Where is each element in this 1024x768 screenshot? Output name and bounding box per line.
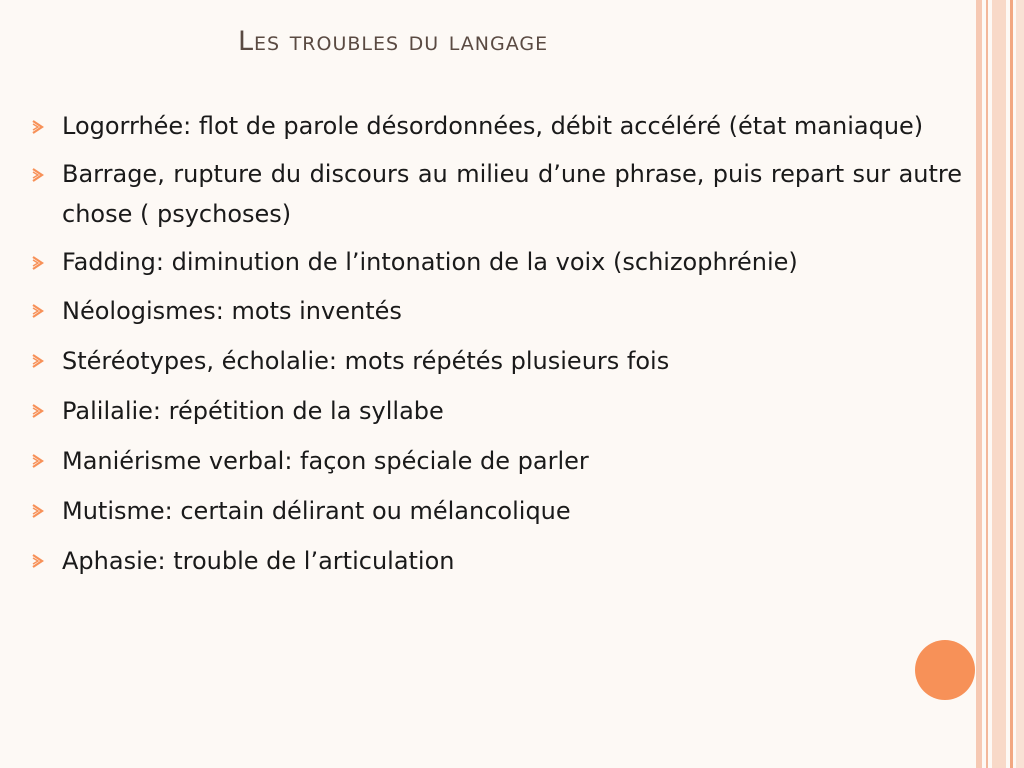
list-item — [32, 106, 962, 146]
bullet-text: Fadding: diminution de l’intonation de la voix (schizophrénie) — [62, 248, 798, 276]
chevron-right-icon — [32, 490, 46, 532]
chevron-right-icon — [32, 106, 46, 148]
bullet-text: Mutisme: certain délirant ou mélancolique — [62, 497, 571, 525]
bullet-text: Logorrhée: flot de parole désordonnées, débit accéléré (état maniaque) — [62, 112, 924, 140]
bullet-text: Palilalie: répétition de la syllabe — [62, 397, 444, 425]
chevron-right-icon — [32, 290, 46, 332]
bullet-text: Maniérisme verbal: façon spéciale de parler — [62, 447, 589, 475]
list-item — [32, 540, 962, 582]
bullet-text: Stéréotypes, écholalie: mots répétés plusieurs fois — [62, 347, 670, 375]
slide-title: Les troubles du langage — [238, 26, 549, 57]
list-item — [32, 154, 962, 234]
list-item — [32, 290, 962, 332]
chevron-right-icon — [32, 340, 46, 382]
list-item — [32, 242, 962, 282]
chevron-right-icon — [32, 540, 46, 582]
list-item — [32, 440, 962, 482]
bullet-text: Aphasie: trouble de l’articulation — [62, 547, 455, 575]
decorative-stripes — [976, 0, 1024, 768]
decorative-orb — [915, 640, 975, 700]
list-item — [32, 340, 962, 382]
list-item — [32, 390, 962, 432]
chevron-right-icon — [32, 242, 46, 284]
list-item — [32, 490, 962, 532]
chevron-right-icon — [32, 440, 46, 482]
chevron-right-icon — [32, 154, 46, 196]
bullet-list — [32, 106, 962, 590]
bullet-text: Barrage, rupture du discours au milieu d’une phrase, puis repart sur autre chose ( psychoses) — [62, 160, 962, 228]
chevron-right-icon — [32, 390, 46, 432]
bullet-text: Néologismes: mots inventés — [62, 297, 402, 325]
